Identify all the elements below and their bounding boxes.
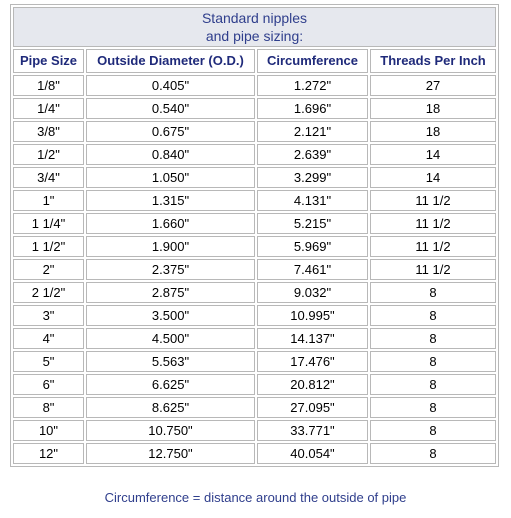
cell-pipe-size: 1 1/4": [13, 213, 84, 234]
cell-outside-diameter: 0.840": [86, 144, 255, 165]
cell-pipe-size: 5": [13, 351, 84, 372]
table-row: [13, 98, 496, 119]
cell-outside-diameter: 6.625": [86, 374, 255, 395]
cell-pipe-size: 3/4": [13, 167, 84, 188]
cell-threads-per-inch: 11 1/2: [370, 236, 496, 257]
cell-pipe-size: 8": [13, 397, 84, 418]
cell-pipe-size: 10": [13, 420, 84, 441]
cell-threads-per-inch: 8: [370, 397, 496, 418]
title-row: [13, 7, 496, 47]
cell-threads-per-inch: 8: [370, 374, 496, 395]
cell-pipe-size: 2 1/2": [13, 282, 84, 303]
cell-outside-diameter: 0.540": [86, 98, 255, 119]
cell-threads-per-inch: 27: [370, 75, 496, 96]
cell-threads-per-inch: 8: [370, 351, 496, 372]
table-row: [13, 190, 496, 211]
cell-threads-per-inch: 8: [370, 328, 496, 349]
cell-outside-diameter: 2.375": [86, 259, 255, 280]
cell-outside-diameter: 12.750": [86, 443, 255, 464]
cell-outside-diameter: 1.900": [86, 236, 255, 257]
cell-circumference: 4.131": [257, 190, 368, 211]
cell-threads-per-inch: 11 1/2: [370, 190, 496, 211]
cell-circumference: 27.095": [257, 397, 368, 418]
cell-circumference: 33.771": [257, 420, 368, 441]
cell-outside-diameter: 2.875": [86, 282, 255, 303]
cell-threads-per-inch: 14: [370, 144, 496, 165]
header-pipe-size: Pipe Size: [13, 49, 84, 73]
cell-circumference: 5.969": [257, 236, 368, 257]
cell-outside-diameter: 1.315": [86, 190, 255, 211]
cell-pipe-size: 1/8": [13, 75, 84, 96]
cell-circumference: 9.032": [257, 282, 368, 303]
table-row: [13, 374, 496, 395]
cell-pipe-size: 12": [13, 443, 84, 464]
cell-outside-diameter: 1.050": [86, 167, 255, 188]
cell-pipe-size: 1": [13, 190, 84, 211]
cell-outside-diameter: 5.563": [86, 351, 255, 372]
cell-outside-diameter: 10.750": [86, 420, 255, 441]
cell-outside-diameter: 4.500": [86, 328, 255, 349]
pipe-sizing-table-container: [10, 4, 497, 467]
cell-circumference: 3.299": [257, 167, 368, 188]
table-row: [13, 397, 496, 418]
cell-threads-per-inch: 8: [370, 443, 496, 464]
pipe-sizing-table: [10, 4, 499, 467]
table-row: [13, 443, 496, 464]
header-circumference: Circumference: [257, 49, 368, 73]
cell-pipe-size: 4": [13, 328, 84, 349]
cell-circumference: 17.476": [257, 351, 368, 372]
table-row: [13, 213, 496, 234]
cell-circumference: 10.995": [257, 305, 368, 326]
cell-pipe-size: 1/4": [13, 98, 84, 119]
cell-threads-per-inch: 11 1/2: [370, 213, 496, 234]
table-row: [13, 328, 496, 349]
cell-circumference: 1.696": [257, 98, 368, 119]
table-row: [13, 236, 496, 257]
cell-circumference: 40.054": [257, 443, 368, 464]
table-head: [13, 7, 496, 73]
cell-outside-diameter: 3.500": [86, 305, 255, 326]
cell-circumference: 2.121": [257, 121, 368, 142]
cell-circumference: 2.639": [257, 144, 368, 165]
cell-outside-diameter: 0.405": [86, 75, 255, 96]
cell-pipe-size: 6": [13, 374, 84, 395]
cell-pipe-size: 2": [13, 259, 84, 280]
cell-circumference: 20.812": [257, 374, 368, 395]
cell-threads-per-inch: 8: [370, 420, 496, 441]
header-outside-diameter: Outside Diameter (O.D.): [86, 49, 255, 73]
cell-threads-per-inch: 8: [370, 282, 496, 303]
table-title-line-1: Standard nipples: [201, 10, 308, 26]
cell-outside-diameter: 8.625": [86, 397, 255, 418]
column-header-row: [13, 49, 496, 73]
table-row: [13, 305, 496, 326]
table-row: [13, 121, 496, 142]
table-title-line-2: and pipe sizing:: [205, 28, 304, 44]
cell-threads-per-inch: 8: [370, 305, 496, 326]
cell-outside-diameter: 1.660": [86, 213, 255, 234]
cell-circumference: 14.137": [257, 328, 368, 349]
table-row: [13, 167, 496, 188]
cell-pipe-size: 1 1/2": [13, 236, 84, 257]
table-title: [13, 7, 496, 47]
cell-pipe-size: 1/2": [13, 144, 84, 165]
circumference-footnote: Circumference = distance around the outside of pipe: [104, 490, 407, 505]
cell-threads-per-inch: 18: [370, 98, 496, 119]
table-row: [13, 282, 496, 303]
table-row: [13, 351, 496, 372]
cell-pipe-size: 3": [13, 305, 84, 326]
cell-circumference: 7.461": [257, 259, 368, 280]
table-row: [13, 75, 496, 96]
cell-threads-per-inch: 18: [370, 121, 496, 142]
cell-circumference: 5.215": [257, 213, 368, 234]
cell-threads-per-inch: 14: [370, 167, 496, 188]
cell-outside-diameter: 0.675": [86, 121, 255, 142]
cell-threads-per-inch: 11 1/2: [370, 259, 496, 280]
cell-pipe-size: 3/8": [13, 121, 84, 142]
table-row: [13, 259, 496, 280]
table-body: [13, 75, 496, 464]
header-threads-per-inch: Threads Per Inch: [370, 49, 496, 73]
table-row: [13, 144, 496, 165]
cell-circumference: 1.272": [257, 75, 368, 96]
table-row: [13, 420, 496, 441]
